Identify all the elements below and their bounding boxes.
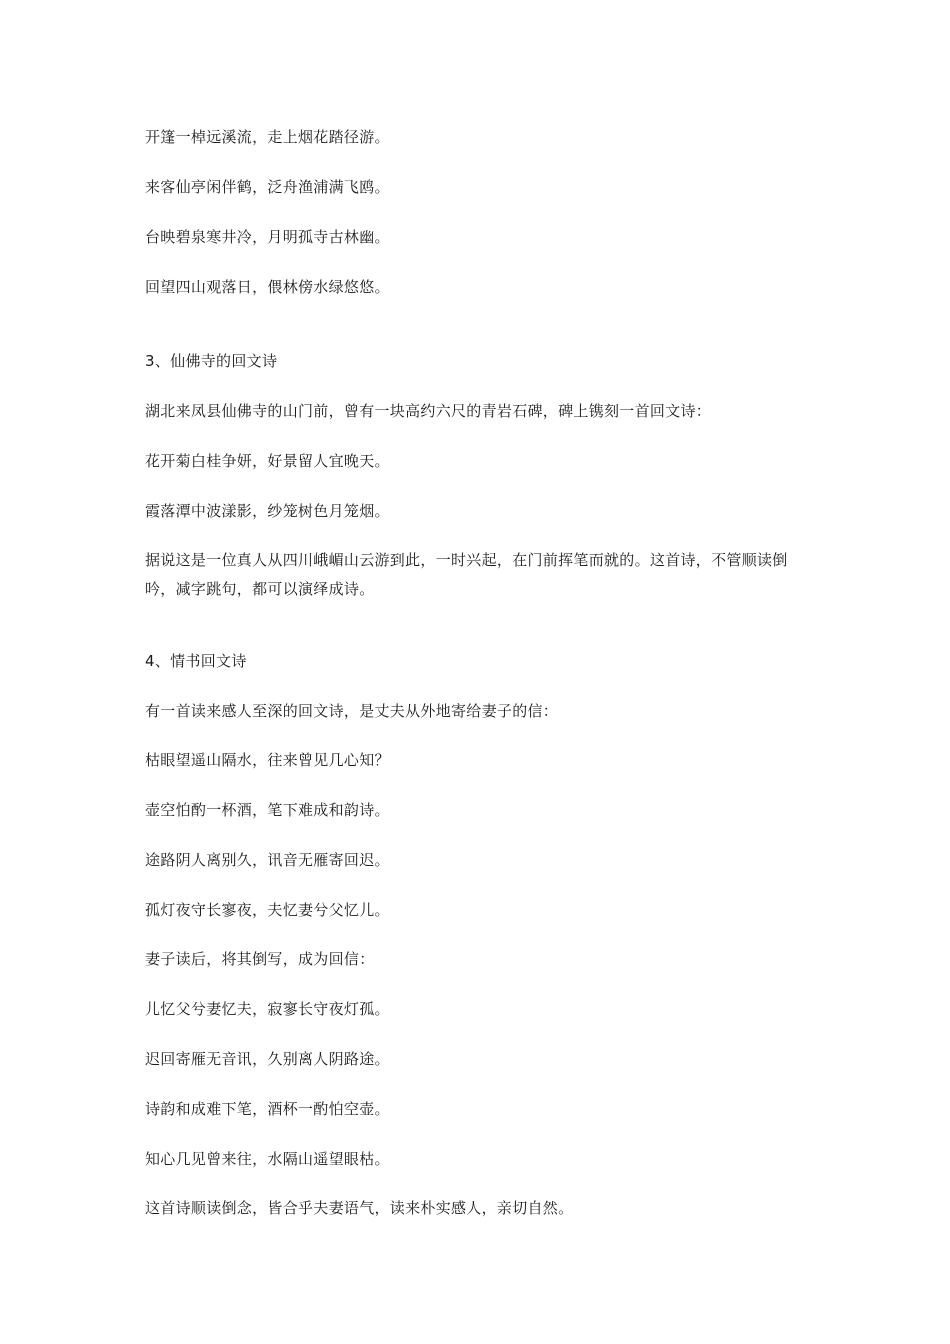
section-heading: 4、情书回文诗 <box>145 652 247 670</box>
poem-line: 知心几见曾来往，水隔山遥望眼枯。 <box>145 1150 390 1168</box>
poem-line: 迟回寄雁无音讯，久别离人阴路途。 <box>145 1050 390 1068</box>
paragraph: 妻子读后，将其倒写，成为回信： <box>145 950 375 968</box>
poem-line: 霞落潭中波漾影，纱笼树色月笼烟。 <box>145 502 390 520</box>
poem-line: 来客仙亭闲伴鹤，泛舟渔浦满飞鸥。 <box>145 178 390 196</box>
paragraph: 这首诗顺读倒念，皆合乎夫妻语气，读来朴实感人，亲切自然。 <box>145 1199 574 1217</box>
poem-line: 枯眼望遥山隔水，往来曾见几心知？ <box>145 751 390 769</box>
paragraph: 据说这是一位真人从四川峨嵋山云游到此，一时兴起，在门前挥笔而就的。这首诗，不管顺读倒吟，减字跳句，都可以演绎成诗。 <box>145 551 788 598</box>
poem-line: 壶空怕酌一杯酒，笔下难成和韵诗。 <box>145 801 390 819</box>
poem-line: 孤灯夜守长寥夜，夫忆妻兮父忆儿。 <box>145 901 390 919</box>
poem-line: 儿忆父兮妻忆夫，寂寥长守夜灯孤。 <box>145 1000 390 1018</box>
poem-line: 诗韵和成难下笔，酒杯一酌怕空壶。 <box>145 1100 390 1118</box>
paragraph: 湖北来凤县仙佛寺的山门前，曾有一块高约六尺的青岩石碑，碑上镌刻一首回文诗： <box>145 402 712 420</box>
poem-line: 途路阴人离别久，讯音无雁寄回迟。 <box>145 851 390 869</box>
poem-line: 台映碧泉寒井冷，月明孤寺古林幽。 <box>145 228 390 246</box>
poem-line: 花开菊白桂争妍，好景留人宜晚天。 <box>145 452 390 470</box>
poem-line: 开篷一棹远溪流，走上烟花踏径游。 <box>145 128 390 146</box>
section-heading: 3、仙佛寺的回文诗 <box>145 352 278 370</box>
paragraph: 有一首读来感人至深的回文诗，是丈夫从外地寄给妻子的信： <box>145 702 559 720</box>
poem-line: 回望四山观落日，偎林傍水绿悠悠。 <box>145 278 390 296</box>
